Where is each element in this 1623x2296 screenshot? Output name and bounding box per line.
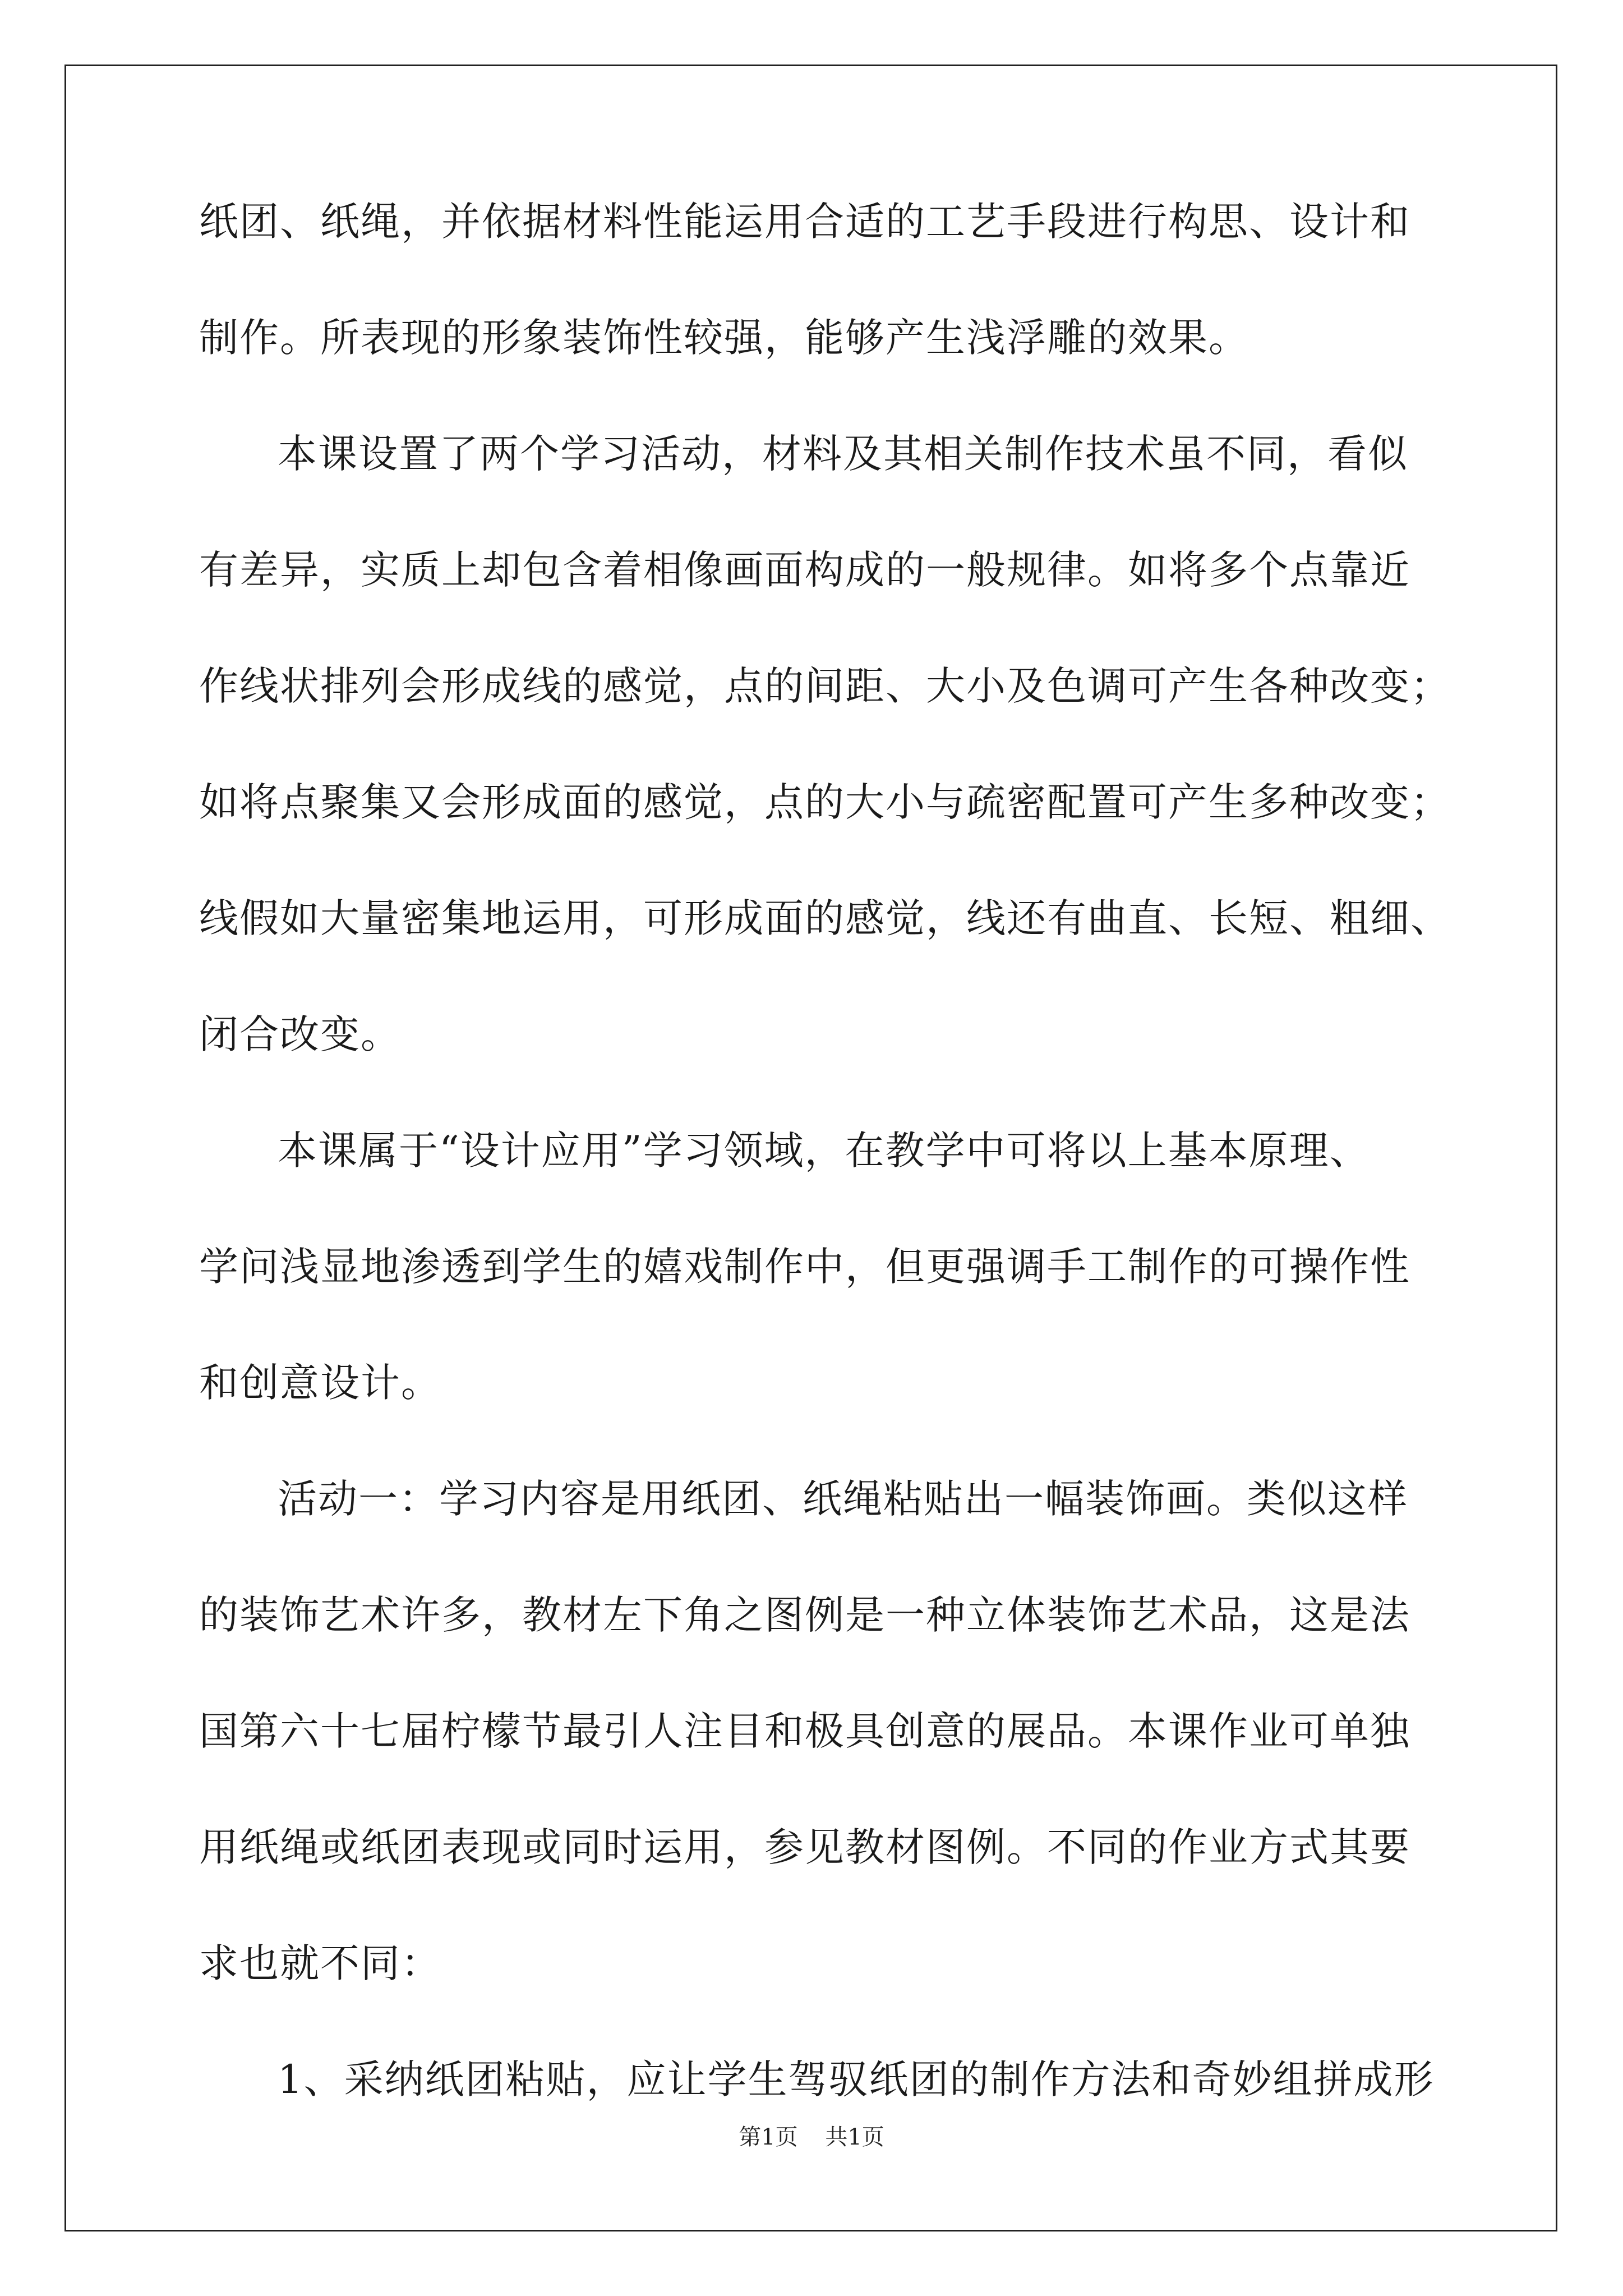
text-line: 制作。所表现的形象装饰性较强，能够产生浅浮雕的效果。 — [199, 315, 1249, 361]
text-line: 和创意设计。 — [199, 1360, 441, 1406]
page-total: 共1页 — [825, 2124, 884, 2150]
text-line: 本课属于“设计应用”学习领域，在教学中可将以上基本原理、 — [278, 1128, 1370, 1174]
text-line: 用纸绳或纸团表现或同时运用，参见教材图例。不同的作业方式其要 — [199, 1824, 1410, 1870]
text-line: 有差异，实质上却包含着相像画面构成的一般规律。如将多个点靠近 — [199, 547, 1410, 593]
page-footer — [0, 2126, 1623, 2148]
text-line: 学问浅显地渗透到学生的嬉戏制作中，但更强调手工制作的可操作性 — [199, 1244, 1410, 1290]
text-line: 本课设置了两个学习活动，材料及其相关制作技术虽不同，看似 — [278, 431, 1408, 477]
text-line: 线假如大量密集地运用，可形成面的感觉，线还有曲直、长短、粗细、 — [199, 895, 1451, 941]
text-line: 纸团、纸绳，并依据材料性能运用合适的工艺手段进行构思、设计和 — [199, 199, 1410, 245]
text-line: 1、采纳纸团粘贴，应让学生驾驭纸团的制作方法和奇妙组拼成形 — [278, 2056, 1435, 2102]
page-number: 第1页 — [739, 2124, 798, 2150]
text-line: 作线状排列会形成线的感觉，点的间距、大小及色调可产生各种改变； — [199, 663, 1451, 709]
text-line: 的装饰艺术许多，教材左下角之图例是一种立体装饰艺术品，这是法 — [199, 1592, 1410, 1638]
text-line: 国第六十七届柠檬节最引人注目和极具创意的展品。本课作业可单独 — [199, 1708, 1410, 1754]
text-line: 活动一：学习内容是用纸团、纸绳粘贴出一幅装饰画。类似这样 — [278, 1476, 1408, 1522]
document-body — [199, 199, 1451, 2176]
text-line: 闭合改变。 — [199, 1011, 401, 1057]
text-line: 如将点聚集又会形成面的感觉，点的大小与疏密配置可产生多种改变； — [199, 779, 1451, 825]
text-line: 求也就不同： — [199, 1940, 441, 1986]
